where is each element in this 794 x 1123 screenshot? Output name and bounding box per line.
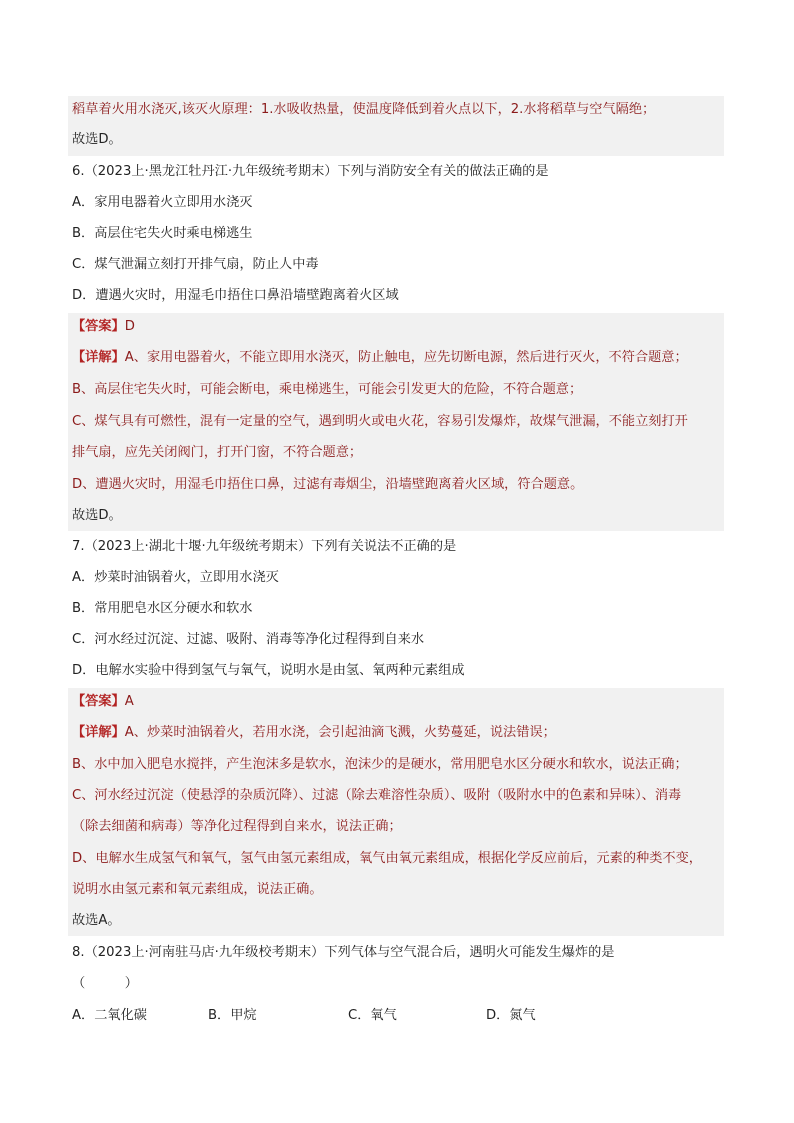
q6-explain-a	[72, 348, 688, 368]
q6-answer	[72, 317, 135, 337]
answer-tag: 【答案】	[72, 319, 125, 334]
q6-explain-c-cont: 排气扇，应先关闭阀门，打开门窗，不符合题意；	[72, 445, 363, 460]
q6-option-c: C．煤气泄漏立刻打开排气扇，防止人中毒	[72, 257, 319, 272]
q6-stem: 6.（2023上·黑龙江牡丹江·九年级统考期末）下列与消防安全有关的做法正确的是	[72, 164, 549, 179]
q8-stem: 8.（2023上·河南驻马店·九年级校考期末）下列气体与空气混合后，遇明火可能发生爆炸的是	[72, 945, 615, 960]
q6-explain-d: D、遭遇火灾时，用湿毛巾捂住口鼻，过滤有毒烟尘，沿墙壁跑离着火区域，符合题意。	[72, 477, 584, 492]
q7-explain-d: D、电解水生成氢气和氧气，氢气由氢元素组成，氧气由氧元素组成，根据化学反应前后，元素的种类不变，	[72, 851, 702, 866]
explain-text: A、炒菜时油锅着火，若用水浇，会引起油滴飞溅，火势蔓延，说法错误；	[124, 725, 556, 740]
q7-explain-c: C、河水经过沉淀（使悬浮的杂质沉降）、过滤（除去难溶性杂质）、吸附（吸附水中的色素和异味）、消毒	[72, 788, 682, 803]
q7-explain-c-cont: （除去细菌和病毒）等净化过程得到自来水，说法正确；	[72, 819, 402, 834]
explain-tag: 【详解】	[72, 725, 125, 740]
q7-answer	[72, 692, 134, 712]
q8-option-c: C．氧气	[348, 1008, 397, 1023]
q7-explain-d-cont: 说明水由氢元素和氧元素组成，说法正确。	[72, 882, 323, 897]
explain-text: A、家用电器着火，不能立即用水浇灭，防止触电，应先切断电源，然后进行灭火，不符合题意；	[124, 350, 688, 365]
q6-choose: 故选D。	[72, 508, 122, 523]
explain-tag: 【详解】	[72, 350, 125, 365]
q6-option-a: A．家用电器着火立即用水浇灭	[72, 195, 253, 210]
q7-option-d: D．电解水实验中得到氢气与氧气，说明水是由氢、氧两种元素组成	[72, 663, 465, 678]
q6-option-b: B．高层住宅失火时乘电梯逃生	[72, 226, 253, 241]
q8-option-b: B．甲烷	[208, 1008, 257, 1023]
q7-option-c: C．河水经过沉淀、过滤、吸附、消毒等净化过程得到自来水	[72, 632, 425, 647]
q7-stem: 7.（2023上·湖北十堰·九年级统考期末）下列有关说法不正确的是	[72, 539, 457, 554]
answer-value: D	[124, 319, 135, 334]
q7-option-a: A．炒菜时油锅着火，立即用水浇灭	[72, 570, 279, 585]
answer-tag: 【答案】	[72, 694, 125, 709]
q6-explain-b: B、高层住宅失火时，可能会断电，乘电梯逃生，可能会引发更大的危险，不符合题意；	[72, 382, 583, 397]
q6-option-d: D．遭遇火灾时，用湿毛巾捂住口鼻沿墙壁跑离着火区域	[72, 288, 399, 303]
q7-option-b: B．常用肥皂水区分硬水和软水	[72, 601, 253, 616]
prev-solution-line: 稻草着火用水浇灭,该灭火原理：1.水吸收热量，使温度降低到着火点以下，2.水将稻草与空气隔绝；	[72, 102, 656, 117]
q8-blank: （ ）	[72, 976, 138, 991]
q8-option-d: D．氮气	[486, 1008, 536, 1023]
q7-choose: 故选A。	[72, 913, 121, 928]
q8-option-a: A．二氧化碳	[72, 1008, 147, 1023]
q6-explain-c: C、煤气具有可燃性，混有一定量的空气，遇到明火或电火花，容易引发爆炸，故煤气泄漏，不能立刻打开	[72, 414, 688, 429]
q8-options	[72, 1006, 536, 1026]
answer-value: A	[124, 694, 134, 709]
q7-explain-a	[72, 723, 556, 743]
prev-solution-choose: 故选D。	[72, 132, 122, 147]
q7-explain-b: B、水中加入肥皂水搅拌，产生泡沫多是软水，泡沫少的是硬水，常用肥皂水区分硬水和软水，说法正确；	[72, 757, 688, 772]
